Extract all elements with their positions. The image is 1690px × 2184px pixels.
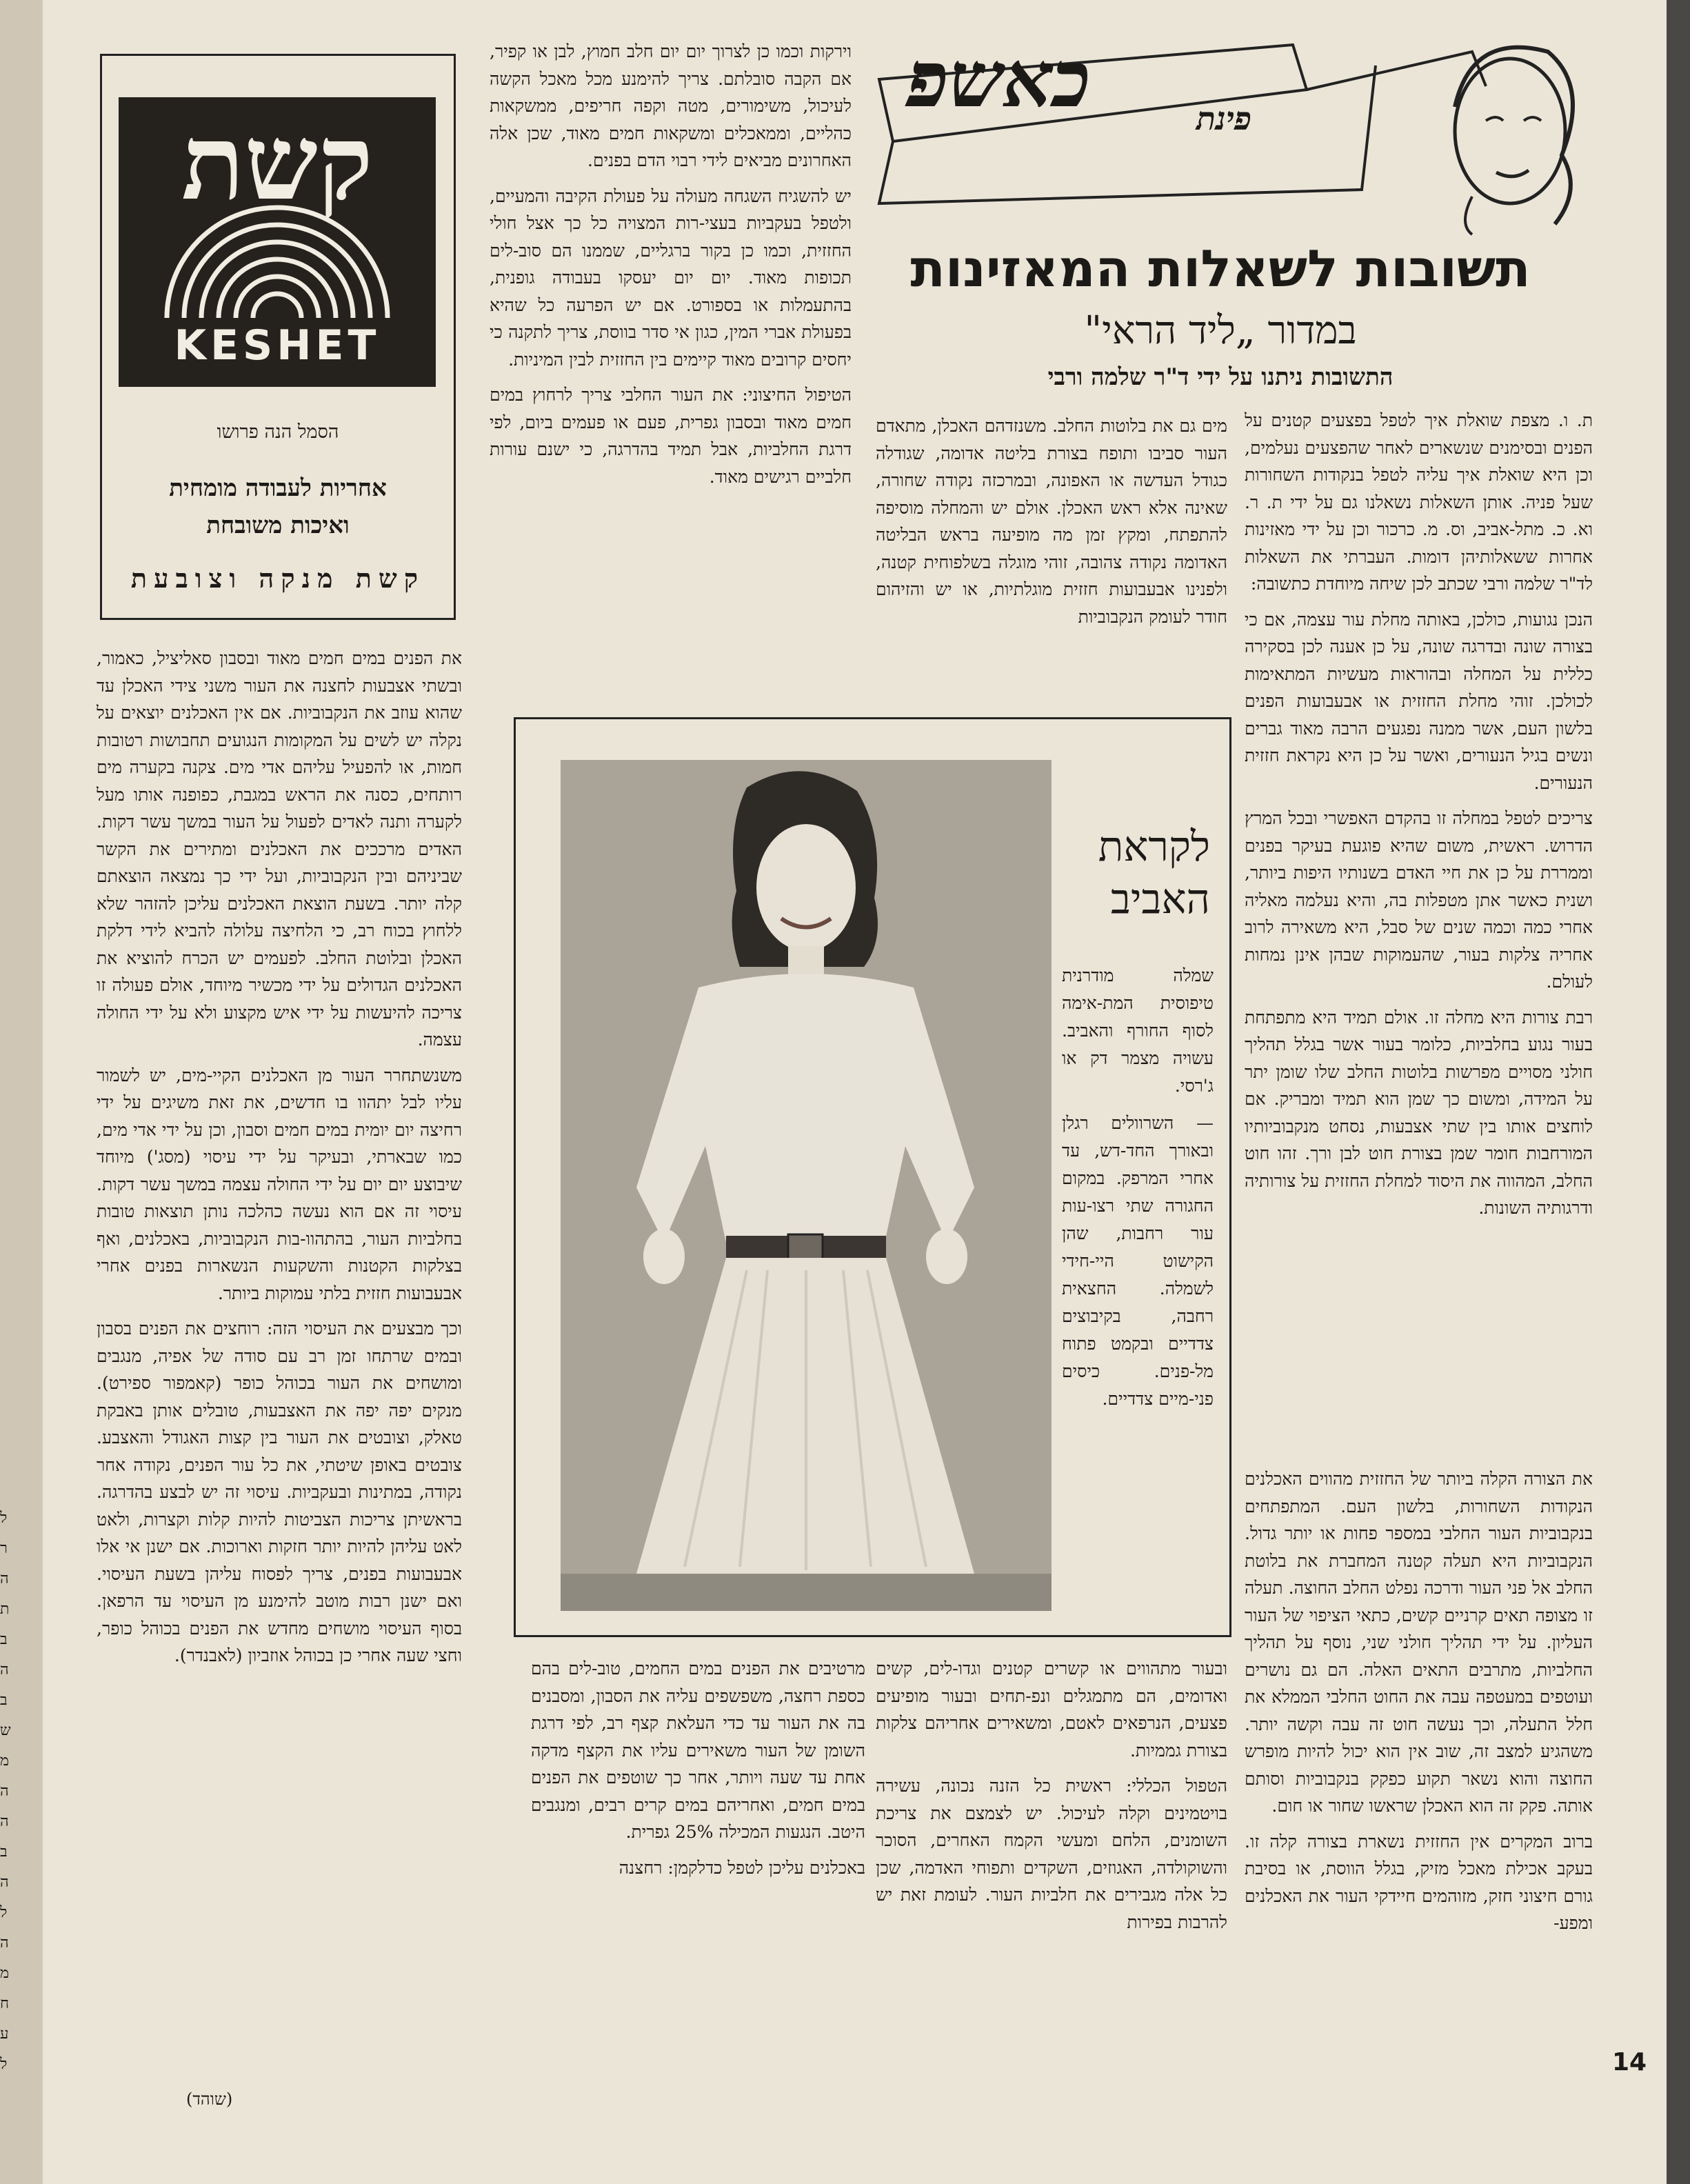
margin-fragment: ב	[0, 1843, 8, 1861]
paragraph: צריכים לטפל במחלה זו בהקדם האפשרי ובכל המרץ הדרוש. ראשית, משום שהיא פוגעת בעיקר בפנים וממררת על כן את חיי האדם בשנותיו היפות ביותר, ושנית כאשר אתן מטפלות בה, והיא נעלמה מאליה אחרי כמה וכמה שנים של סבל, היא משאירה לרוב אחריה צלקות בעור, שהעמוקות שבהן אינן נמחות לעולם.	[1245, 808, 1593, 992]
ad-caption: הסמל הנה פרושו	[217, 421, 339, 443]
article-column-right-top	[1245, 407, 1593, 1455]
byline: התשובות ניתנו על ידי ד"ר שלמה ורבי	[1047, 363, 1394, 391]
ad-slogan-line2: ואיכות משובחת	[206, 512, 350, 539]
margin-fragment: ה	[0, 1813, 9, 1830]
article-column-left	[97, 645, 462, 2079]
article-column-mid-left-top	[490, 38, 852, 700]
margin-fragment: ל	[0, 2056, 8, 2073]
column-header-art	[865, 24, 1603, 238]
margin-fragment: ל	[0, 1904, 8, 1921]
margin-fragments	[0, 1503, 43, 2080]
ad-slogan	[102, 470, 454, 544]
keshet-logo-hebrew: קשת	[181, 102, 373, 223]
paragraph: רבת צורות היא מחלה זו. אולם תמיד היא מתפתחת בעור נגוע בחלביות, כלומר בעור אשר בגלל תהליך חולני מסויים מפרשות בלוטות החלב שלו שומן יתר על המידה, ומשום כך שמן הוא תמיד ומבריק. אם לוחצים אותו בין שתי אצבעות, נסחט מנקבוביותיו המורחבות חומר שמן בצורת חוט לבן ורך. זהו חוט החלב, המהווה את היסוד למחלת החזזית על צורותיה ודרגותיה השונות.	[1245, 1007, 1593, 1218]
previous-page-edge	[0, 0, 43, 2184]
paragraph: משנשתחרר העור מן האכלנים הקיי-מים, יש לשמור עליו לבל יתהוו בו חדשים, את זאת משיגים על ידי רחיצה יום יומית במים חמים וסבון, וכן על ידי אדי מים, כמו שבארתי, ובעיקר על ידי עיסוי (מסג') מיוחד שיבוצע יום יום על ידי החולה עצמה במשך עשר דקות. עיסוי זה אם הוא נעשה כהלכה נותן תוצאות טובות בחלביות העור, בהתהוו-בות הנקבוביות, באכלנים, ואף בצלקות הקטנות והשקעות הנשארות בפנים אחרי אבעבועות חזזית בלתי עמוקות ביותר.	[97, 1065, 462, 1303]
feature-title: לקראת האביב	[1098, 823, 1210, 923]
paragraph: את הפנים במים חמים מאוד ובסבון סאליציל, כאמור, ובשתי אצבעות לחצנה את העור משני צידי האכלן עד שהוא עוזב את הנקבוביות. אם אין האכלנים יוצאים על נקלה יש לשים על המקומות הנגועים תחבושות רטובות חמות, או להפעיל עליהם אדי מים. צקנה בקערה מים רותחים, כסנה את הראש במגבת, כפופנה אותו מעל לקערה ותנה לאדים לפעול על העור במשך עשר דקות. האדים מרככים את האכלנים ומתירים את הקשר שביניהם ובין הנקבוביות, ועל ידי כך נמצאה הוצאתם קלה יותר. בשעת הוצאת האכלנים עליכן להזהר שלא ללחוץ בכוח רב, כי הלחיצה עלולה להביא לידי דלקת האכלן ובלוטת החלב. לפעמים יש הכרח להוציא את האכלנים הגדולים על ידי מכשיר מיוחד, אולם פעולה זו צריכה להיעשות על ידי איש מקצוע ולא על ידי החולה עצמה.	[97, 648, 462, 1050]
fashion-photo	[561, 760, 1052, 1611]
paragraph: את הצורה הקלה ביותר של החזזית מהווים האכלנים הנקודות השחורות, בלשון העם. המתפתחים בנקבוביות העור החלבי במספר פחות או יותר גדול. הנקבוביות היא תעלה קטנה המחברת את בלוטת החלב אל פני העור ודרכה נפלט החלב החוצה. תעלה זו מצופה תאים קרניים קשים, כתאי הציפוי של העור העליון. על ידי תהליך חולני שני, נוסף על תהליך החלביות, מתרבים התאים האלה. הם גם נושרים ועוטפים במעטפה עבה את החוט החלבי הממלא את חלל התעלה, וכך נעשה חוט זה עבה וקשה יותר. משהגיע למצב זה, שוב אין הוא יכול להיות מופרש החוצה והוא נשאר תקוע כפקק בנקבוביות וסותם אותה. פקק זה הוא האכלן שראשו שחור או חום.	[1245, 1469, 1593, 1816]
paragraph: הטפול הכללי: ראשית כל הזנה נכונה, עשירה בויטמינים וקלה לעיכול. יש לצמצם את צריכת השומנים, הלחם ומעשי הקמח האחרים, הסוכר והשוקולדה, האגוזים, השקדים ותפוחי האדמה, שכן כל אלה מגבירים את חלביות העור. לעומת זאת יש להרבות בפירות	[876, 1776, 1227, 1932]
article-column-mid-left-bottom	[531, 1655, 865, 2096]
paragraph: מים גם את בלוטות החלב. משנזדהם האכלן, מתאדם העור סביבו ותופח בצורת בליטה אדומה, שגודלה כגודל העדשה או האפונה, ובמרכזה נקודה שחורה, שאינה אלא ראש האכלן. אולם יש והמחלה מוסיפה להתפתח, ומקץ זמן מה מופיעה בראש הבליטה האדומה נקודה צהובה, זוהי מוגלה בשלפוחית קטנה, ולפנינו אבעבועות חזזית מוגלתיות, או יש והזיהום חודר לעומק הנקבוביות	[876, 416, 1227, 627]
article-column-mid-right-top	[876, 412, 1227, 702]
woman-in-dress-photo	[561, 760, 1052, 1611]
margin-fragment: ל	[0, 1510, 8, 1527]
ad-slogan-line1: אחריות לעבודה מומחית	[169, 474, 387, 502]
feature-paragraph: — השרוולים רגלן ובאורך החד-דש, עד אחרי המרפק. במקום החגורה שתי רצו-עות עור רחבות, שהן הקישוט היי-חידי לשמלה. החצאית רחבה, בקיבוצים צדדיים ובקמט פתוח מל-פנים. כיסים פני-מיים צדדיים.	[1062, 1113, 1214, 1409]
margin-fragment: ח	[0, 1995, 10, 2012]
binding-edge	[1667, 0, 1690, 2184]
margin-fragment: ה	[0, 1874, 9, 1891]
margin-fragment: ב	[0, 1631, 8, 1648]
article-column-mid-right-bottom	[876, 1655, 1227, 2069]
margin-fragment: ע	[0, 2025, 9, 2043]
feature-paragraph: שמלה מודרנית טיפוסית המת-אימה לסוף החורף והאביב. עשויה מצמר דק או ג'רסי.	[1062, 965, 1214, 1096]
margin-fragment: מ	[0, 1752, 10, 1770]
brand-title: כאשפ	[907, 34, 1091, 125]
page-number: 14	[1612, 2048, 1647, 2076]
subheadline: במדור „ליד הראי"	[1084, 308, 1357, 353]
paragraph: ובעור מתהווים או קשרים קטנים וגדו-לים, קשים ואדומים, הם מתמגלים ונפ-תחים ובעור מופיעים פצעים, הנרפאים לאטם, ומשאירים אחריהם צלקות בצורת גממיות.	[876, 1659, 1227, 1761]
paragraph: ברוב המקרים אין החזזית נשארת בצורה קלה זו. בעקב אכילת מאכל מזיק, בגלל הווסת, או בסיבת גורם חיצוני חזק, מזוהמים חיידקי העור את האכלנים ומפע-	[1245, 1831, 1593, 1933]
margin-fragment: ה	[0, 1783, 9, 1800]
margin-fragment: ת	[0, 1601, 10, 1618]
margin-fragment: מ	[0, 1965, 10, 1982]
paragraph: ת. ו. מצפת שואלת איך לטפל בפצעים קטנים על הפנים ובסימנים שנשארים לאחר שהפצעים נעלמים, וכן היא שואלת איך עליה לטפל בנקודות השחורות שעל פניה. אותן השאלות נשאלנו גם על ידי ת. ר. וא. כ. מתל-אביב, וס. מ. כרכור וכן על ידי מאזינות אחרות ששאלותיהן דומות. העברתי את השאלות לד"ר שלמה ורבי שכתב לכן שיחה מיוחדת כתשובה:	[1245, 410, 1593, 594]
ad-footer: קשת מנקה וצובעת	[130, 563, 425, 594]
paragraph: הנכן נגועות, כולכן, באותה מחלת עור עצמה, אם כי בצורה שונה ובדרגה שונה, על כן אענה לכן בסקירה כללית על המחלה ובהוראות מעשיות המתאימות לכולכן. זוהי מחלת החזזית או אבעבועות הפנים בלשון העם, אשר ממנה נפגעים הרבה מאוד גברים ונשים בגיל הנעורים, ואשר על כן היא נקראת חזזית הנעורים.	[1245, 609, 1593, 793]
paragraph: יש להשגיח השגחה מעולה על פעולת הקיבה והמעיים, ולטפל בעקביות בעצי-רות המצויה כל כך אצל חולי החזזית, וכמו כן בקור ברגליים, שממנו הם סוב-לים תכופות מאוד. יום יום יעסקו בעבודה גופנית, בהתעמלות או בספורט. אם יש הפרעה כל שהיא בפעולת אברי המין, כגון אי סדר בווסת, צריך לתקנה כי יחסים קרובים מאוד קיימים בין החזזית לבין המיניות.	[490, 186, 852, 370]
margin-fragment: ר	[0, 1540, 8, 1557]
footnote: (שוהד)	[186, 2090, 233, 2109]
keshet-logo	[119, 97, 436, 387]
feature-text	[1062, 962, 1214, 1423]
corner-label: פינת	[1196, 100, 1252, 137]
keshet-advertisement	[100, 54, 456, 620]
headline: תשובות לשאלות המאזינות	[910, 239, 1531, 299]
paragraph: מרטיבים את הפנים במים החמים, טוב-לים בהם כספת רחצה, משפשפים עליה את הסבון, ומסבנים בה את העור עד כדי העלאת קצף רב, לפי דרגת השומן של העור משאירים עליו את הקצף מדקה אחת עד שעה ויותר, אחר כך שוטפים את הפנים במים חמים, ואחריהם במים קרים רבים, ומנגבים היטב. הנגעות המכילה 25% גפרית.	[531, 1659, 865, 1842]
paragraph: וירקות וכמו כן לצרוך יום יום חלב חמוץ, לבן או קפיר, אם הקבה סובלתם. צריך להימנע מכל מאכל הקשה לעיכול, משימורים, מטה וקפה חריפים, ממשקאות כהליים, וממאכלים ומשקאות חמים מאוד, שכן אלה האחרונים מביאים לידי רבוי הדם בפנים.	[490, 41, 852, 170]
paragraph: הטיפול החיצוני: את העור החלבי צריך לרחוץ במים חמים מאוד ובסבון גפרית, פעם או פעמים ביום, לפי דרגת החלביות, אבל תמיד בהדרגה, כי ישנם עורות חלביים רגישים מאוד.	[490, 385, 852, 487]
article-column-right-bottom	[1245, 1465, 1593, 2072]
margin-fragment: ה	[0, 1934, 9, 1952]
keshet-logo-latin: KESHET	[174, 321, 381, 370]
paragraph: באכלנים עליכן לטפל כדלקמן: רחצנה	[618, 1857, 865, 1878]
margin-fragment: ב	[0, 1692, 8, 1709]
margin-fragment: ה	[0, 1570, 9, 1587]
margin-fragment: ה	[0, 1661, 9, 1679]
margin-fragment: ש	[0, 1722, 11, 1739]
paragraph: וכך מבצעים את העיסוי הזה: רוחצים את הפנים בסבון ובמים שרתחו זמן רב עם סודה של אפיה, מנגבים ומושחים את העור בכוהל כופר (קאמפור ספירט). מנקים יפה יפה את האצבעות, טובלים אותן באבקת טאלק, וצובטים את העור בין קצות האגודל והאצבע. צובטים באופן שיטתי, את כל עור הפנים, נקודה אחר נקודה, במתינות ובעקביות. עיסוי זה יש לבצע בהדרגה. בראשיתן צריכות הצביטות להיות קלות וקצרות, ולאט לאט עליהן להיות יותר חזקות וארוכות. אם ישנן אי אלו אבעבועות בפנים, צריך לפסוח עליהן בשעת העיסוי. ואם ישנן רבות מוטב להימנע מן העיסוי עד הרפאן. בסוף העיסוי מושחים מחדש את הפנים בכוהל כופר, וחצי שעה אחרי כן בכוהל אוזביון (לאבנדר).	[97, 1319, 462, 1665]
